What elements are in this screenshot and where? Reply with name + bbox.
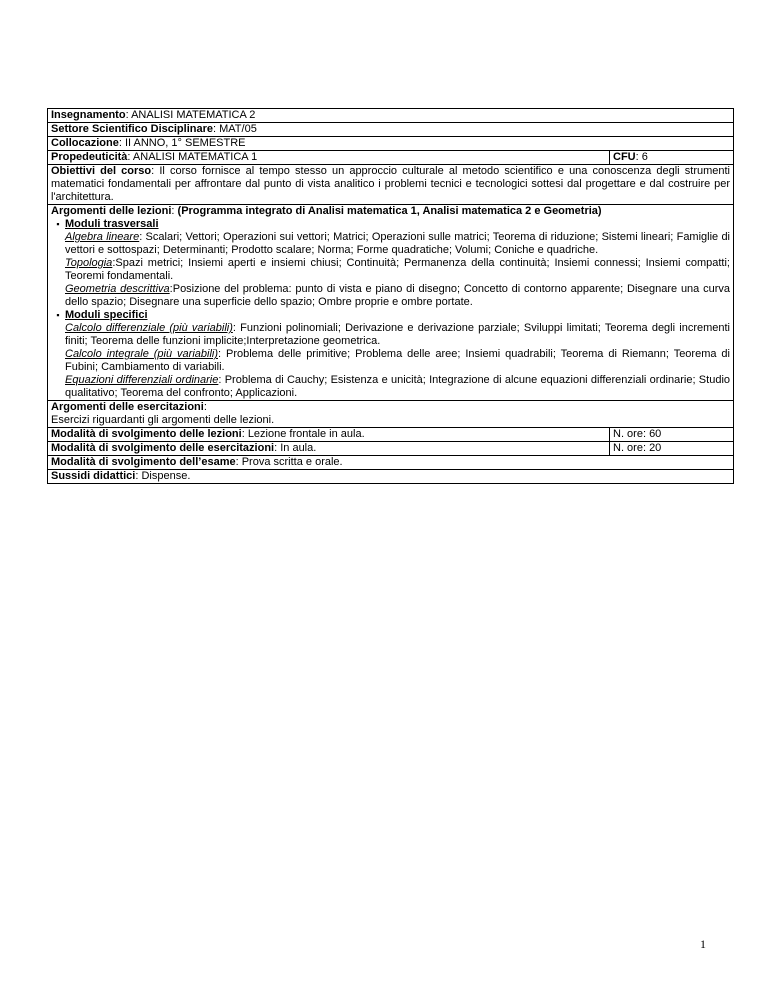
esercitazioni-text: Esercizi riguardanti gli argomenti delle lezioni. — [51, 414, 275, 426]
esercitazioni-colon: : — [203, 401, 207, 413]
topic-topologia — [51, 257, 730, 283]
topic-text: :Spazi metrici; Insiemi aperti e insiemi chiusi; Continuità; Permanenza della continuità; Insiemi connessi; Insiemi compatti; Teoremi fondamentali. — [65, 257, 730, 282]
settore-label: Settore Scientifico Disciplinare — [51, 123, 213, 135]
row-obiettivi — [48, 165, 734, 205]
modalita-esercitazioni-value: : In aula. — [274, 442, 317, 454]
insegnamento-label: Insegnamento — [51, 109, 126, 121]
topic-title: Geometria descrittiva — [65, 283, 170, 295]
modalita-lezioni-value: : Lezione frontale in aula. — [241, 428, 365, 440]
topic-text: : Problema di Cauchy; Esistenza e unicità; Integrazione di alcune equazioni differenziali ordinarie; Studio qualitativo; Teorema del confronto; Applicazioni. — [65, 374, 731, 399]
argomenti-colon: : — [171, 205, 178, 217]
moduli-specifici-heading: Moduli specifici — [65, 309, 148, 321]
settore-value: : MAT/05 — [213, 123, 257, 135]
bullet-icon: ▪ — [56, 310, 60, 320]
ore-esercitazioni: N. ore: 20 — [610, 442, 734, 456]
topic-text: : Scalari; Vettori; Operazioni sui vettori; Matrici; Operazioni sulle matrici; Teorema di riduzione; Sistemi lineari; Famiglie di vettori e sottospazi; Determinanti; Prodotto scalare; Norma; Forme quadratiche; Volumi; Coniche e quadriche. — [65, 231, 731, 256]
topic-title: Calcolo differenziale (più variabili) — [65, 322, 233, 334]
modalita-esame-value: : Prova scritta e orale. — [235, 456, 343, 468]
cfu-value: : 6 — [635, 151, 648, 163]
page-number: 1 — [700, 937, 706, 951]
row-modalita-esame — [48, 456, 734, 470]
topic-text: : Funzioni polinomiali; Derivazione e derivazione parziale; Sviluppi limitati; Teorema degli incrementi finiti; Teorema delle funzioni implicite;Interpretazione geometrica. — [65, 322, 730, 347]
collocazione-label: Collocazione — [51, 137, 119, 149]
course-info-table — [47, 108, 734, 484]
moduli-trasversali-heading-row — [51, 218, 730, 231]
row-modalita-esercitazioni — [48, 442, 734, 456]
row-modalita-lezioni — [48, 428, 734, 442]
cfu-label: CFU — [613, 151, 636, 163]
collocazione-value: : II ANNO, 1° SEMESTRE — [118, 137, 246, 149]
topic-calcolo-integrale — [51, 348, 730, 374]
ore-lezioni: N. ore: 60 — [610, 428, 734, 442]
topic-calcolo-differenziale — [51, 322, 730, 348]
topic-text: :Posizione del problema: punto di vista e piano di disegno; Concetto di contorno apparente; Disegnare una curva dello spazio; Disegnare una superficie dello spazio; Ombre proprie e ombre portate. — [65, 283, 730, 308]
argomenti-subtitle: (Programma integrato di Analisi matematica 1, Analisi matematica 2 e Geometria) — [177, 205, 602, 217]
modalita-esercitazioni-label: Modalità di svolgimento delle esercitazioni — [51, 442, 275, 454]
modalita-esame-label: Modalità di svolgimento dell’esame — [51, 456, 236, 468]
moduli-trasversali-heading: Moduli trasversali — [65, 218, 159, 230]
propedeuticita-value: : ANALISI MATEMATICA 1 — [127, 151, 258, 163]
argomenti-label: Argomenti delle lezioni — [51, 205, 172, 217]
insegnamento-value: : ANALISI MATEMATICA 2 — [125, 109, 256, 121]
topic-title: Calcolo integrale (più variabili) — [65, 348, 218, 360]
topic-title: Topologia — [65, 257, 113, 269]
sussidi-label: Sussidi didattici — [51, 470, 136, 482]
row-sussidi — [48, 470, 734, 484]
row-collocazione — [48, 137, 734, 151]
obiettivi-label: Obiettivi del corso — [51, 165, 152, 177]
topic-geometria-descrittiva — [51, 283, 730, 309]
topic-equazioni-differenziali — [51, 374, 730, 400]
row-settore — [48, 123, 734, 137]
esercitazioni-label: Argomenti delle esercitazioni — [51, 401, 204, 413]
row-insegnamento — [48, 109, 734, 123]
row-propedeuticita — [48, 151, 734, 165]
sussidi-value: : Dispense. — [135, 470, 191, 482]
moduli-specifici-heading-row — [51, 309, 730, 322]
obiettivi-value: : Il corso fornisce al tempo stesso un approccio culturale al metodo scientifico e una conoscenza degli strumenti matematici fondamentali per affrontare dal punto di vista analitico i problemi tecnici e tecnologici sottesi dal progettare e dal costruire per l'architettura. — [51, 165, 730, 203]
bullet-icon: ▪ — [56, 219, 60, 229]
topic-algebra-lineare — [51, 231, 730, 257]
topic-text: : Problema delle primitive; Problema delle aree; Insiemi quadrabili; Teorema di Riemann; Teorema di Fubini; Cambiamento di variabili. — [65, 348, 730, 373]
row-argomenti-lezioni — [48, 205, 734, 401]
modalita-lezioni-label: Modalità di svolgimento delle lezioni — [51, 428, 242, 440]
propedeuticita-label: Propedeuticità — [51, 151, 128, 163]
row-esercitazioni — [48, 401, 734, 428]
topic-title: Equazioni differenziali ordinarie — [65, 374, 219, 386]
topic-title: Algebra lineare — [65, 231, 140, 243]
